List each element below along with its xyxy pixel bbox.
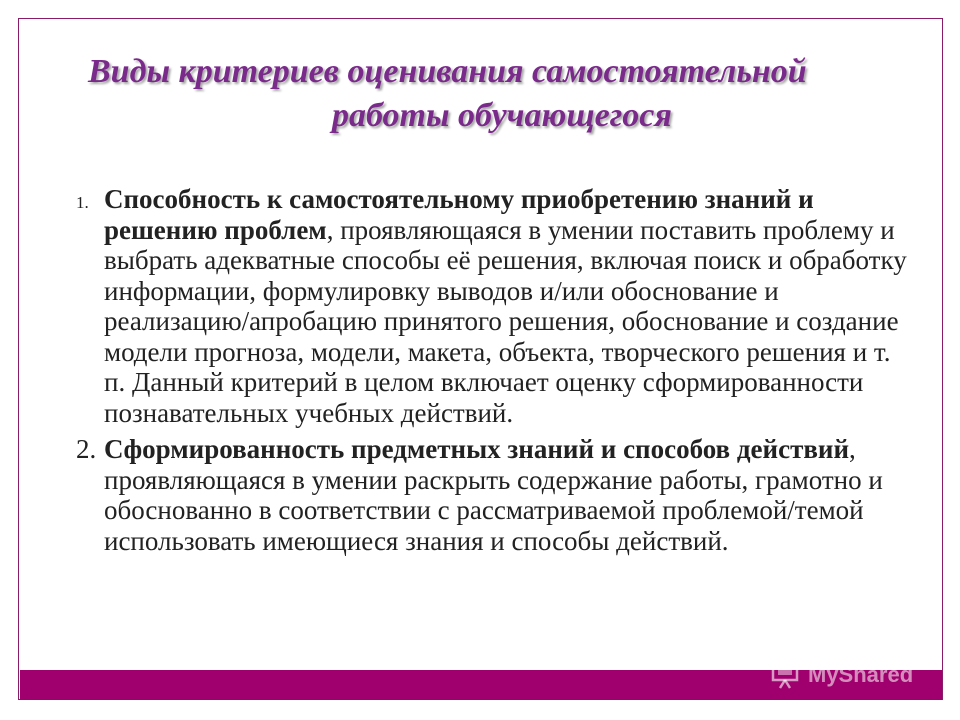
criteria-list [76, 184, 916, 556]
presentation-board-icon [770, 660, 800, 690]
criterion-description: , проявляющаяся в умении поставить проблему и выбрать адекватные способы её решения, включая поиск и обработку информации, формулировку выводов и/или обоснование и реализацию/апробацию принятого решения, обоснование и создание модели прогноза, модели, макета, объекта, творческого решения и т. п. Данный критерий в целом включает оценку сформированности познавательных учебных действий. [104, 214, 907, 428]
criterion-heading: Сформированность предметных знаний и способов действий [104, 434, 850, 464]
watermark [770, 658, 913, 692]
slide-title [60, 50, 930, 138]
criterion-heading: Способность к самостоятельному приобретению знаний и решению проблем [104, 184, 814, 245]
criterion-number: 2. [76, 434, 97, 464]
criterion-item-2 [76, 434, 916, 556]
criterion-description: , проявляющаяся в умении раскрыть содержание работы, грамотно и обоснованно в соответствии с рассматриваемой проблемой/темой использовать имеющиеся знания и способы действий. [104, 434, 883, 556]
criterion-item-1 [76, 184, 916, 428]
watermark-text: MyShared [808, 662, 914, 687]
criterion-number: 1. [76, 193, 89, 212]
title-line-1: Виды критериев оценивания самостоятельной [88, 53, 807, 90]
title-line-2: работы обучающегося [332, 97, 672, 134]
